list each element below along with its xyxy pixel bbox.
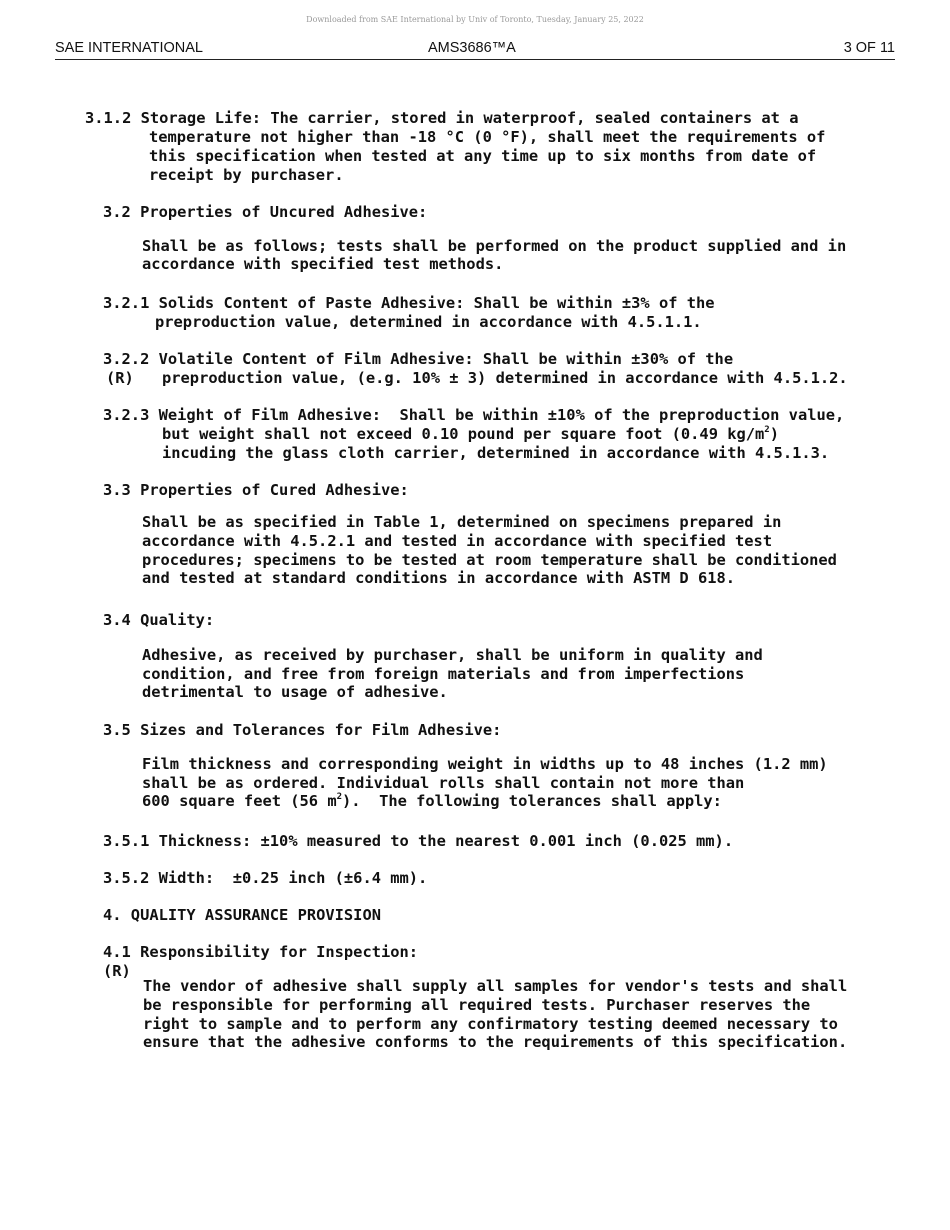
paragraph-line: detrimental to usage of adhesive. <box>142 683 448 701</box>
paragraph-line: 3.2.1 Solids Content of Paste Adhesive: Shall be within ±3% of the <box>103 294 715 312</box>
section-3-1-2-line: temperature not higher than -18 °C (0 °F), shall meet the requirements of <box>149 128 826 146</box>
paragraph-line: incuding the glass cloth carrier, determined in accordance with 4.5.1.3. <box>162 444 830 462</box>
paragraph-line: 3.2.3 Weight of Film Adhesive: Shall be within ±10% of the preproduction value, <box>103 406 845 424</box>
section-heading: 3.3 Properties of Cured Adhesive: <box>103 481 409 499</box>
paragraph-line: right to sample and to perform any confirmatory testing deemed necessary to <box>143 1015 838 1033</box>
section-3-5-2: 3.5.2 Width: ±0.25 inch (±6.4 mm). <box>103 869 428 887</box>
line-text: ). The following tolerances shall apply: <box>342 792 722 810</box>
section-heading: 3.5 Sizes and Tolerances for Film Adhesive: <box>103 721 502 739</box>
section-3-1-2-line: this specification when tested at any time up to six months from date of <box>149 147 817 165</box>
revision-mark: (R) <box>103 962 131 980</box>
paragraph-line: Adhesive, as received by purchaser, shall be uniform in quality and <box>142 646 763 664</box>
paragraph-line: Shall be as specified in Table 1, determined on specimens prepared in <box>142 513 782 531</box>
section-heading: 3.2 Properties of Uncured Adhesive: <box>103 203 428 221</box>
paragraph-line: shall be as ordered. Individual rolls shall contain not more than <box>142 774 745 792</box>
section-3-1-2-line: 3.1.2 Storage Life: The carrier, stored in waterproof, sealed containers at a <box>85 109 799 127</box>
line-text: 600 square feet (56 m <box>142 792 337 810</box>
paragraph-line: preproduction value, determined in accordance with 4.5.1.1. <box>155 313 702 331</box>
line-text: ) <box>769 425 779 443</box>
superscript: 2 <box>336 792 343 802</box>
section-3-5-1: 3.5.1 Thickness: ±10% measured to the nearest 0.001 inch (0.025 mm). <box>103 832 734 850</box>
download-watermark: Downloaded from SAE International by Univ of Toronto, Tuesday, January 25, 2022 <box>306 15 644 24</box>
header-organization: SAE INTERNATIONAL <box>55 40 203 56</box>
paragraph-line: Shall be as follows; tests shall be performed on the product supplied and in <box>142 237 847 255</box>
paragraph-line: accordance with specified test methods. <box>142 255 504 273</box>
paragraph-line: condition, and free from foreign materials and from imperfections <box>142 665 745 683</box>
section-heading: 4. QUALITY ASSURANCE PROVISION <box>103 906 381 924</box>
section-3-1-2-line: receipt by purchaser. <box>149 166 344 184</box>
paragraph-line: ensure that the adhesive conforms to the requirements of this specification. <box>143 1033 848 1051</box>
paragraph-line <box>142 792 722 811</box>
paragraph-line: Film thickness and corresponding weight in widths up to 48 inches (1.2 mm) <box>142 755 828 773</box>
superscript: 2 <box>764 425 770 435</box>
header-document-number: AMS3686™A <box>428 40 516 56</box>
paragraph-line: procedures; specimens to be tested at room temperature shall be conditioned <box>142 551 837 569</box>
paragraph-line: The vendor of adhesive shall supply all samples for vendor's tests and shall <box>143 977 848 995</box>
section-heading: 4.1 Responsibility for Inspection: <box>103 943 419 961</box>
header-divider <box>55 59 895 60</box>
paragraph-line: be responsible for performing all required tests. Purchaser reserves the <box>143 996 811 1014</box>
paragraph-line: and tested at standard conditions in accordance with ASTM D 618. <box>142 569 736 587</box>
line-text: but weight shall not exceed 0.10 pound per square foot (0.49 kg/m <box>162 425 765 443</box>
page-header <box>55 40 895 60</box>
paragraph-line: 3.2.2 Volatile Content of Film Adhesive: Shall be within ±30% of the <box>103 350 734 368</box>
section-heading: 3.4 Quality: <box>103 611 215 629</box>
header-page-number: 3 OF 11 <box>843 40 895 56</box>
revision-mark: (R) <box>106 369 134 387</box>
paragraph-line <box>162 425 779 444</box>
paragraph-line: accordance with 4.5.2.1 and tested in accordance with specified test <box>142 532 773 550</box>
paragraph-line: preproduction value, (e.g. 10% ± 3) determined in accordance with 4.5.1.2. <box>162 369 848 387</box>
